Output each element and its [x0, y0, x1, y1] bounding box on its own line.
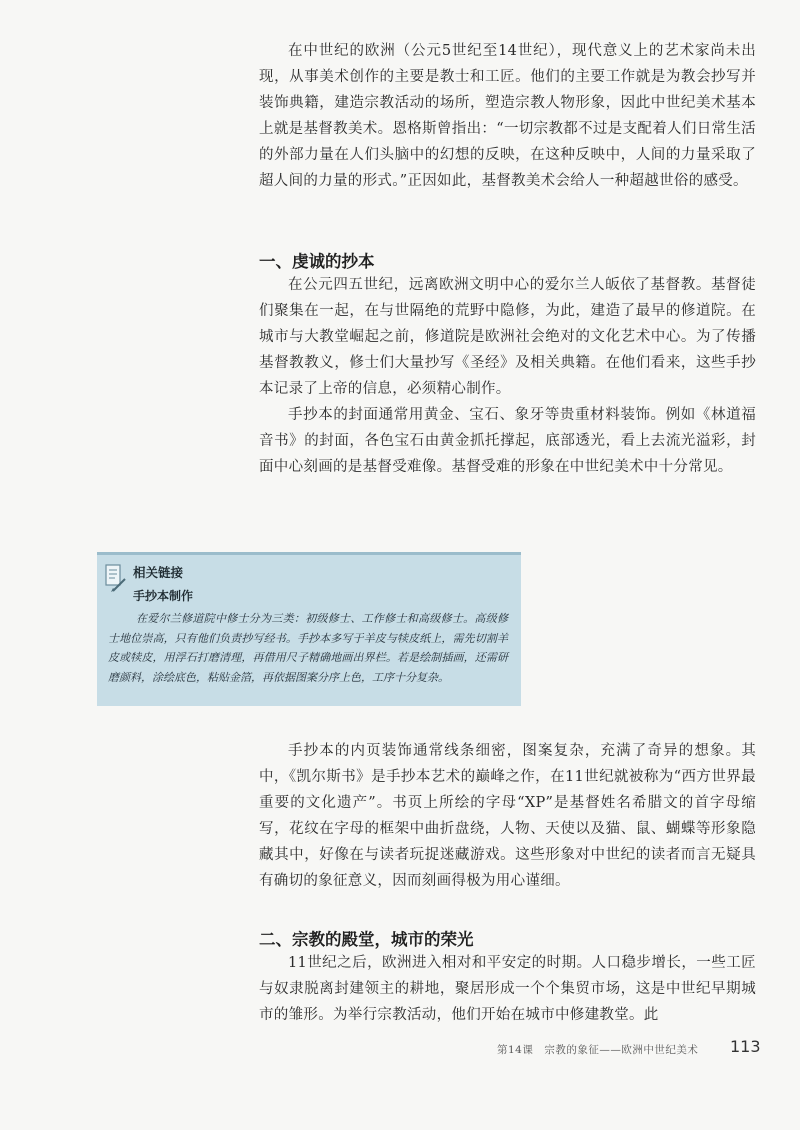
note-pencil-icon [105, 563, 127, 593]
running-footer: 第14课 宗教的象征——欧洲中世纪美术 [497, 1044, 699, 1056]
page-number: 113 [730, 1037, 761, 1056]
section-heading-2: 二、宗教的殿堂，城市的荣光 [259, 930, 474, 949]
section1-paragraph-3: 手抄本的内页装饰通常线条细密，图案复杂，充满了奇异的想象。其中，《凯尔斯书》是手抄本艺术的巅峰之作，在11世纪就被称为“西方世界最重要的文化遗产”。书页上所绘的字母“XP”是基督姓名希腊文的首字母缩写，花纹在字母的框架中曲折盘绕，人物、天使以及猫、鼠、蝴蝶等形象隐藏其中，好像在与读者玩捉迷藏游戏。这些形象对中世纪的读者而言无疑具有确切的象征意义，因而刻画得极为用心谨细。 [259, 743, 756, 889]
section2-paragraph-1: 11世纪之后，欧洲进入相对和平安定的时期。人口稳步增长，一些工匠与奴隶脱离封建领主的耕地，聚居形成一个个集贸市场，这是中世纪早期城市的雏形。为举行宗教活动，他们开始在城市中修建教堂。此 [259, 955, 756, 1023]
section1-paragraph-1: 在公元四五世纪，远离欧洲文明中心的爱尔兰人皈依了基督教。基督徒们聚集在一起，在与世隔绝的荒野中隐修，为此，建造了最早的修道院。在城市与大教堂崛起之前，修道院是欧洲社会绝对的文化艺术中心。为了传播基督教教义，修士们大量抄写《圣经》及相关典籍。在他们看来，这些手抄本记录了上帝的信息，必须精心制作。 [259, 277, 756, 397]
section-heading-1: 一、虔诚的抄本 [259, 252, 375, 271]
related-link-box [97, 552, 521, 706]
related-link-title: 相关链接 [133, 565, 184, 580]
related-link-subtitle: 手抄本制作 [133, 589, 194, 603]
intro-paragraph: 在中世纪的欧洲（公元5世纪至14世纪），现代意义上的艺术家尚未出现，从事美术创作的主要是教士和工匠。他们的主要工作就是为教会抄写并装饰典籍，建造宗教活动的场所，塑造宗教人物形象，因此中世纪美术基本上就是基督教美术。恩格斯曾指出：“一切宗教都不过是支配着人们日常生活的外部力量在人们头脑中的幻想的反映，在这种反映中，人间的力量采取了超人间的力量的形式。”正因如此，基督教美术会给人一种超越世俗的感受。 [259, 43, 756, 189]
section1-paragraph-2: 手抄本的封面通常用黄金、宝石、象牙等贵重材料装饰。例如《林道福音书》的封面，各色宝石由黄金抓托撑起，底部透光，看上去流光溢彩，封面中心刻画的是基督受难像。基督受难的形象在中世纪美术中十分常见。 [259, 407, 756, 475]
related-link-body: 在爱尔兰修道院中修士分为三类：初级修士、工作修士和高级修士。高级修士地位崇高，只有他们负责抄写经书。手抄本多写于羊皮与犊皮纸上，需先切割羊皮或犊皮，用浮石打磨清理，再借用尺子精确地画出界栏。若是绘制插画，还需研磨颜料，涂绘底色，粘贴金箔，再依据图案分序上色，工序十分复杂。 [108, 612, 508, 684]
